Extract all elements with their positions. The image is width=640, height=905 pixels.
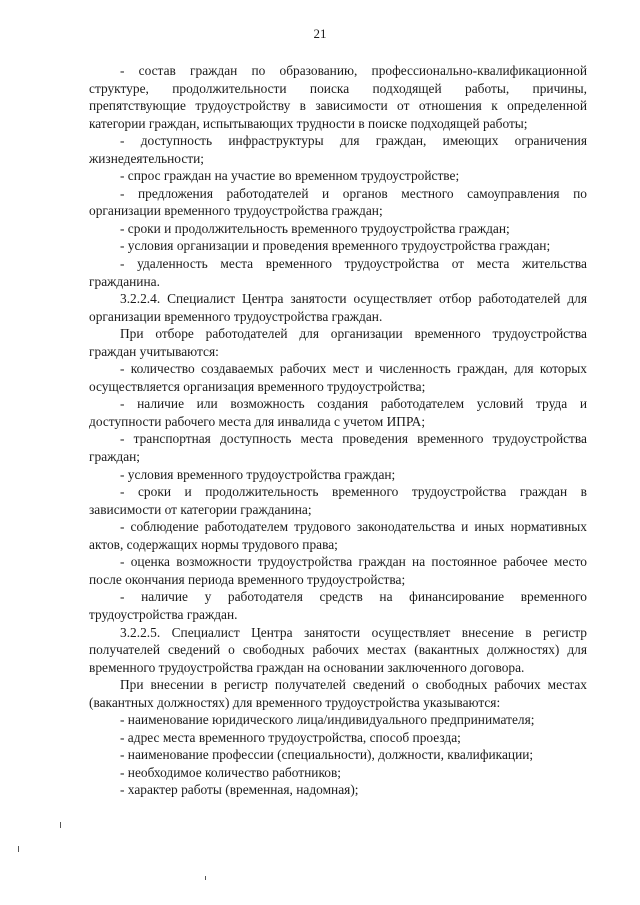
section-paragraph: При внесении в регистр получателей сведений о свободных рабочих местах (вакантных должностях) для временного трудоустройства указываются: bbox=[89, 677, 587, 710]
list-item: - сроки и продолжительность временного трудоустройства граждан в зависимости от категории гражданина; bbox=[89, 484, 587, 517]
list-item: - сроки и продолжительность временного трудоустройства граждан; bbox=[120, 220, 510, 236]
scan-speck bbox=[18, 846, 19, 852]
list-item: - доступность инфраструктуры для граждан, имеющих ограничения жизнедеятельности; bbox=[89, 133, 587, 166]
list-item: - транспортная доступность места проведения временного трудоустройства граждан; bbox=[89, 431, 587, 465]
list-item: - условия организации и проведения временного трудоустройства граждан; bbox=[120, 238, 551, 254]
list-item: - предложения работодателей и органов местного самоуправления по организации временного трудоустройства граждан; bbox=[89, 185, 587, 219]
list-item: - спрос граждан на участие во временном трудоустройстве; bbox=[120, 168, 460, 184]
section-paragraph: 3.2.2.5. Специалист Центра занятости осуществляет внесение в регистр получателей сведений о свободных рабочих местах (вакантных должностях) для временного трудоустройства граждан на основании заключенного договора. bbox=[89, 624, 587, 675]
section-paragraph: 3.2.2.4. Специалист Центра занятости осуществляет отбор работодателей для организации временного трудоустройства граждан. bbox=[89, 291, 587, 324]
list-item: - удаленность места временного трудоустройства от места жительства гражданина. bbox=[89, 256, 587, 289]
list-item: - соблюдение работодателем трудового законодательства и иных нормативных актов, содержащих нормы трудового права; bbox=[89, 519, 587, 552]
scan-speck bbox=[205, 876, 206, 880]
list-item: - наличие или возможность создания работодателем условий труда и доступности рабочего места для инвалида с учетом ИПРА; bbox=[89, 396, 587, 429]
scan-speck bbox=[60, 822, 61, 828]
list-item: - наименование юридического лица/индивидуального предпринимателя; bbox=[120, 712, 535, 728]
list-item: - условия временного трудоустройства граждан; bbox=[120, 466, 396, 482]
list-item: - наименование профессии (специальности), должности, квалификации; bbox=[120, 747, 534, 763]
page-number: 21 bbox=[313, 26, 327, 41]
section-paragraph: При отборе работодателей для организации временного трудоустройства граждан учитываются: bbox=[89, 326, 587, 359]
list-item: - необходимое количество работников; bbox=[120, 764, 342, 780]
list-item: - состав граждан по образованию, профессионально-квалификационной структуре, продолжительности поиска подходящей работы, причины, препятствующие трудоустройству в зависимости от отношения к определенной категории граждан, испытывающих трудности в поиске подходящей работы; bbox=[89, 63, 587, 131]
list-item: - количество создаваемых рабочих мест и численность граждан, для которых осуществляется организация временного трудоустройства; bbox=[89, 361, 587, 394]
list-item: - оценка возможности трудоустройства граждан на постоянное рабочее место после окончания периода временного трудоустройства; bbox=[89, 554, 587, 587]
document-body bbox=[89, 62, 587, 799]
list-item: - адрес места временного трудоустройства, способ проезда; bbox=[120, 729, 461, 745]
list-item: - наличие у работодателя средств на финансирование временного трудоустройства граждан. bbox=[89, 589, 587, 622]
list-item: - характер работы (временная, надомная); bbox=[120, 782, 359, 798]
